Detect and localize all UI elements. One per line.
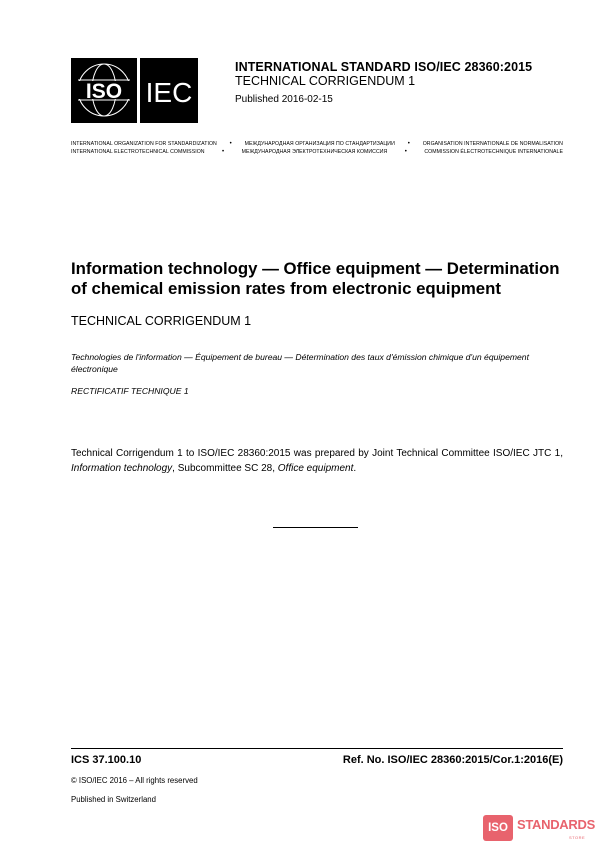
body-text: Technical Corrigendum 1 to ISO/IEC 28360:2015 was prepared by Joint Technical Committee ISO/IEC JTC 1, [71, 448, 563, 459]
organizations-row-2 [71, 149, 563, 155]
copyright: © ISO/IEC 2016 – All rights reserved [71, 776, 198, 785]
separator-dot: • [407, 141, 410, 147]
separator-dot: • [222, 149, 225, 155]
org-name: INTERNATIONAL ORGANIZATION FOR STANDARDIZATION [71, 141, 217, 147]
body-text: , Subcommittee SC 28, [172, 463, 278, 474]
separator-dot: • [229, 141, 232, 147]
org-name: МЕЖДУНАРОДНАЯ ЭЛЕКТРОТЕХНИЧЕСКАЯ КОМИССИЯ [241, 149, 388, 155]
subcommittee-name: Office equipment [277, 463, 354, 474]
org-name: ORGANISATION INTERNATIONALE DE NORMALISATION [422, 141, 563, 147]
store-subtext: STORE [569, 835, 586, 840]
iso-logo-text: ISO [85, 80, 123, 103]
french-title: Technologies de l'information — Équipement de bureau — Détermination des taux d'émission chimique d'un équipement électronique [71, 352, 529, 374]
org-name: COMMISSION ÉLECTROTECHNIQUE INTERNATIONALE [424, 149, 563, 155]
store-iso-badge: ISO [483, 815, 513, 841]
org-name: INTERNATIONAL ELECTROTECHNICAL COMMISSION [71, 149, 205, 155]
organizations-row-1 [71, 141, 563, 147]
iec-logo-text: IEC [145, 77, 193, 108]
reference-number: Ref. No. ISO/IEC 28360:2015/Cor.1:2016(E) [342, 754, 563, 766]
published-in: Published in Switzerland [71, 795, 156, 804]
store-standards-text: STANDARDS [517, 817, 595, 832]
org-name: МЕЖДУНАРОДНАЯ ОРГАНИЗАЦИЯ ПО СТАНДАРТИЗАЦИИ [244, 141, 395, 147]
published-date: Published 2016-02-15 [235, 94, 333, 105]
french-corrigendum: RECTIFICATIF TECHNIQUE 1 [71, 386, 189, 396]
body-paragraph [71, 446, 563, 476]
corrigendum-label: TECHNICAL CORRIGENDUM 1 [235, 74, 416, 88]
ics-code: ICS 37.100.10 [71, 754, 142, 766]
title-corrigendum: TECHNICAL CORRIGENDUM 1 [71, 314, 252, 328]
separator-dot: • [404, 149, 407, 155]
footer-rule [71, 748, 563, 749]
committee-name: Information technology [71, 463, 173, 474]
document-title: Information technology — Office equipment — Determination of chemical emission rates from electronic equipment [71, 259, 560, 298]
iso-logo [71, 58, 137, 123]
iec-logo [140, 58, 198, 123]
body-text: . [353, 463, 357, 474]
end-rule [273, 527, 358, 528]
standards-store-watermark [483, 815, 593, 845]
standard-number: INTERNATIONAL STANDARD ISO/IEC 28360:2015 [235, 60, 533, 74]
